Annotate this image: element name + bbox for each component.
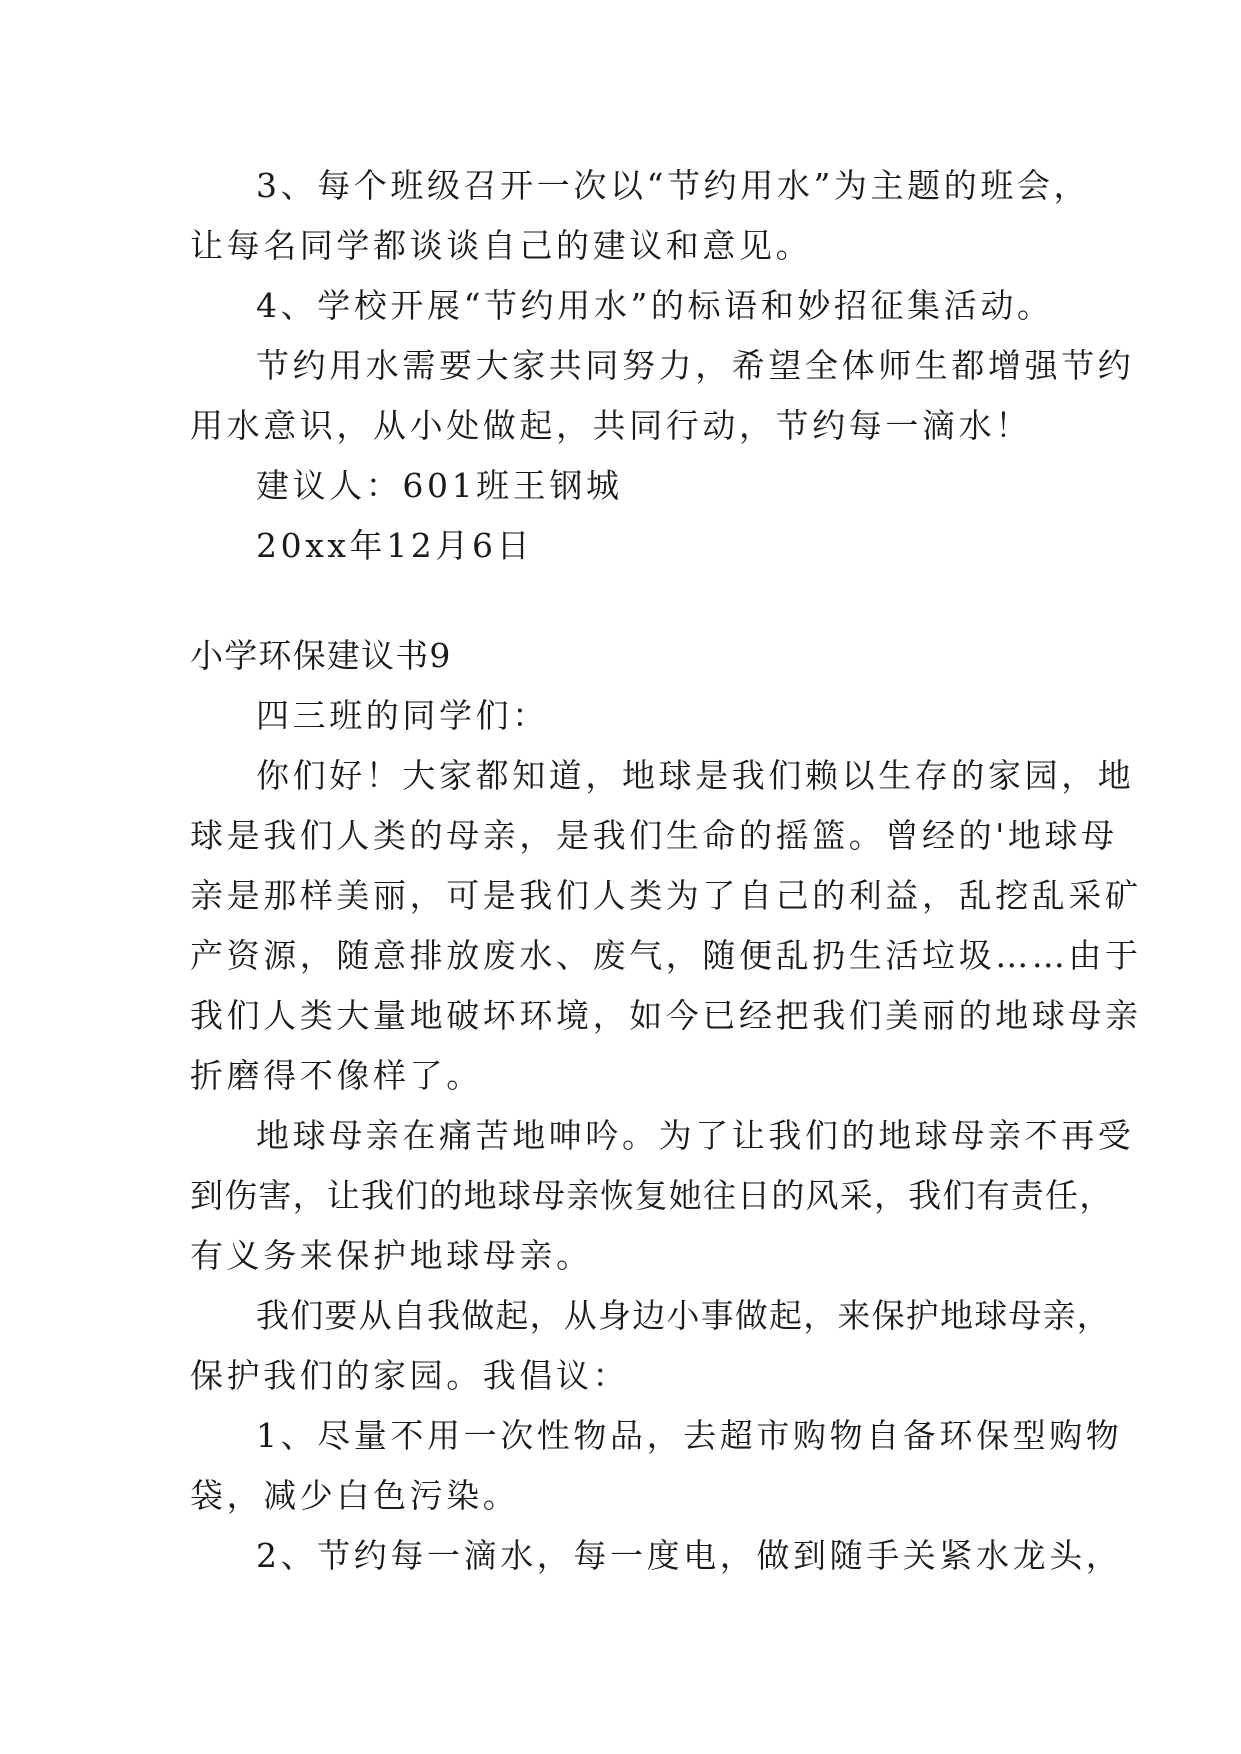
- paragraph-2-line-3: 有义务来保护地球母亲。: [190, 1236, 593, 1275]
- paragraph-1-line-4: 产资源，随意排放废水、废气，随便乱扔生活垃圾……由于: [190, 936, 1142, 975]
- paragraph-3-line-1: 我们要从自我做起，从身边小事做起，来保护地球母亲，: [256, 1296, 1111, 1335]
- list-item-1-line-2: 袋，减少白色污染。: [190, 1476, 520, 1515]
- closing-paragraph-line-1: 节约用水需要大家共同努力，希望全体师生都增强节约: [256, 346, 1135, 385]
- list-item-2-line-1: 2、节约每一滴水，每一度电，做到随手关紧水龙头，: [256, 1536, 1123, 1575]
- salutation: 四三班的同学们：: [256, 696, 549, 735]
- paragraph-item-3-line-1: 3、每个班级召开一次以“节约用水”为主题的班会，: [256, 166, 1091, 205]
- paragraph-1-line-2: 球是我们人类的母亲，是我们生命的摇篮。曾经的'地球母: [190, 816, 1118, 855]
- paragraph-1-line-6: 折磨得不像样了。: [190, 1056, 483, 1095]
- paragraph-item-3-line-2: 让每名同学都谈谈自己的建议和意见。: [190, 226, 813, 265]
- paragraph-3-line-2: 保护我们的家园。我倡议：: [190, 1356, 630, 1395]
- paragraph-2-line-2: 到伤害，让我们的地球母亲恢复她往日的风采，我们有责任，: [190, 1176, 1114, 1215]
- closing-paragraph-line-2: 用水意识，从小处做起，共同行动，节约每一滴水！: [190, 406, 1032, 445]
- date-line: 20xx年12月6日: [256, 526, 534, 565]
- section-title: 小学环保建议书9: [190, 636, 452, 675]
- paragraph-1-line-5: 我们人类大量地破坏环境，如今已经把我们美丽的地球母亲: [190, 996, 1142, 1035]
- paragraph-item-4: 4、学校开展“节约用水”的标语和妙招征集活动。: [256, 286, 1054, 325]
- paragraph-2-line-1: 地球母亲在痛苦地呻吟。为了让我们的地球母亲不再受: [256, 1116, 1135, 1155]
- paragraph-1-line-3: 亲是那样美丽，可是我们人类为了自己的利益，乱挖乱采矿: [190, 876, 1142, 915]
- list-item-1-line-1: 1、尽量不用一次性物品，去超市购物自备环保型购物: [256, 1416, 1123, 1455]
- paragraph-1-line-1: 你们好！大家都知道，地球是我们赖以生存的家园，地: [256, 756, 1135, 795]
- signature-line: 建议人：601班王钢城: [256, 466, 623, 505]
